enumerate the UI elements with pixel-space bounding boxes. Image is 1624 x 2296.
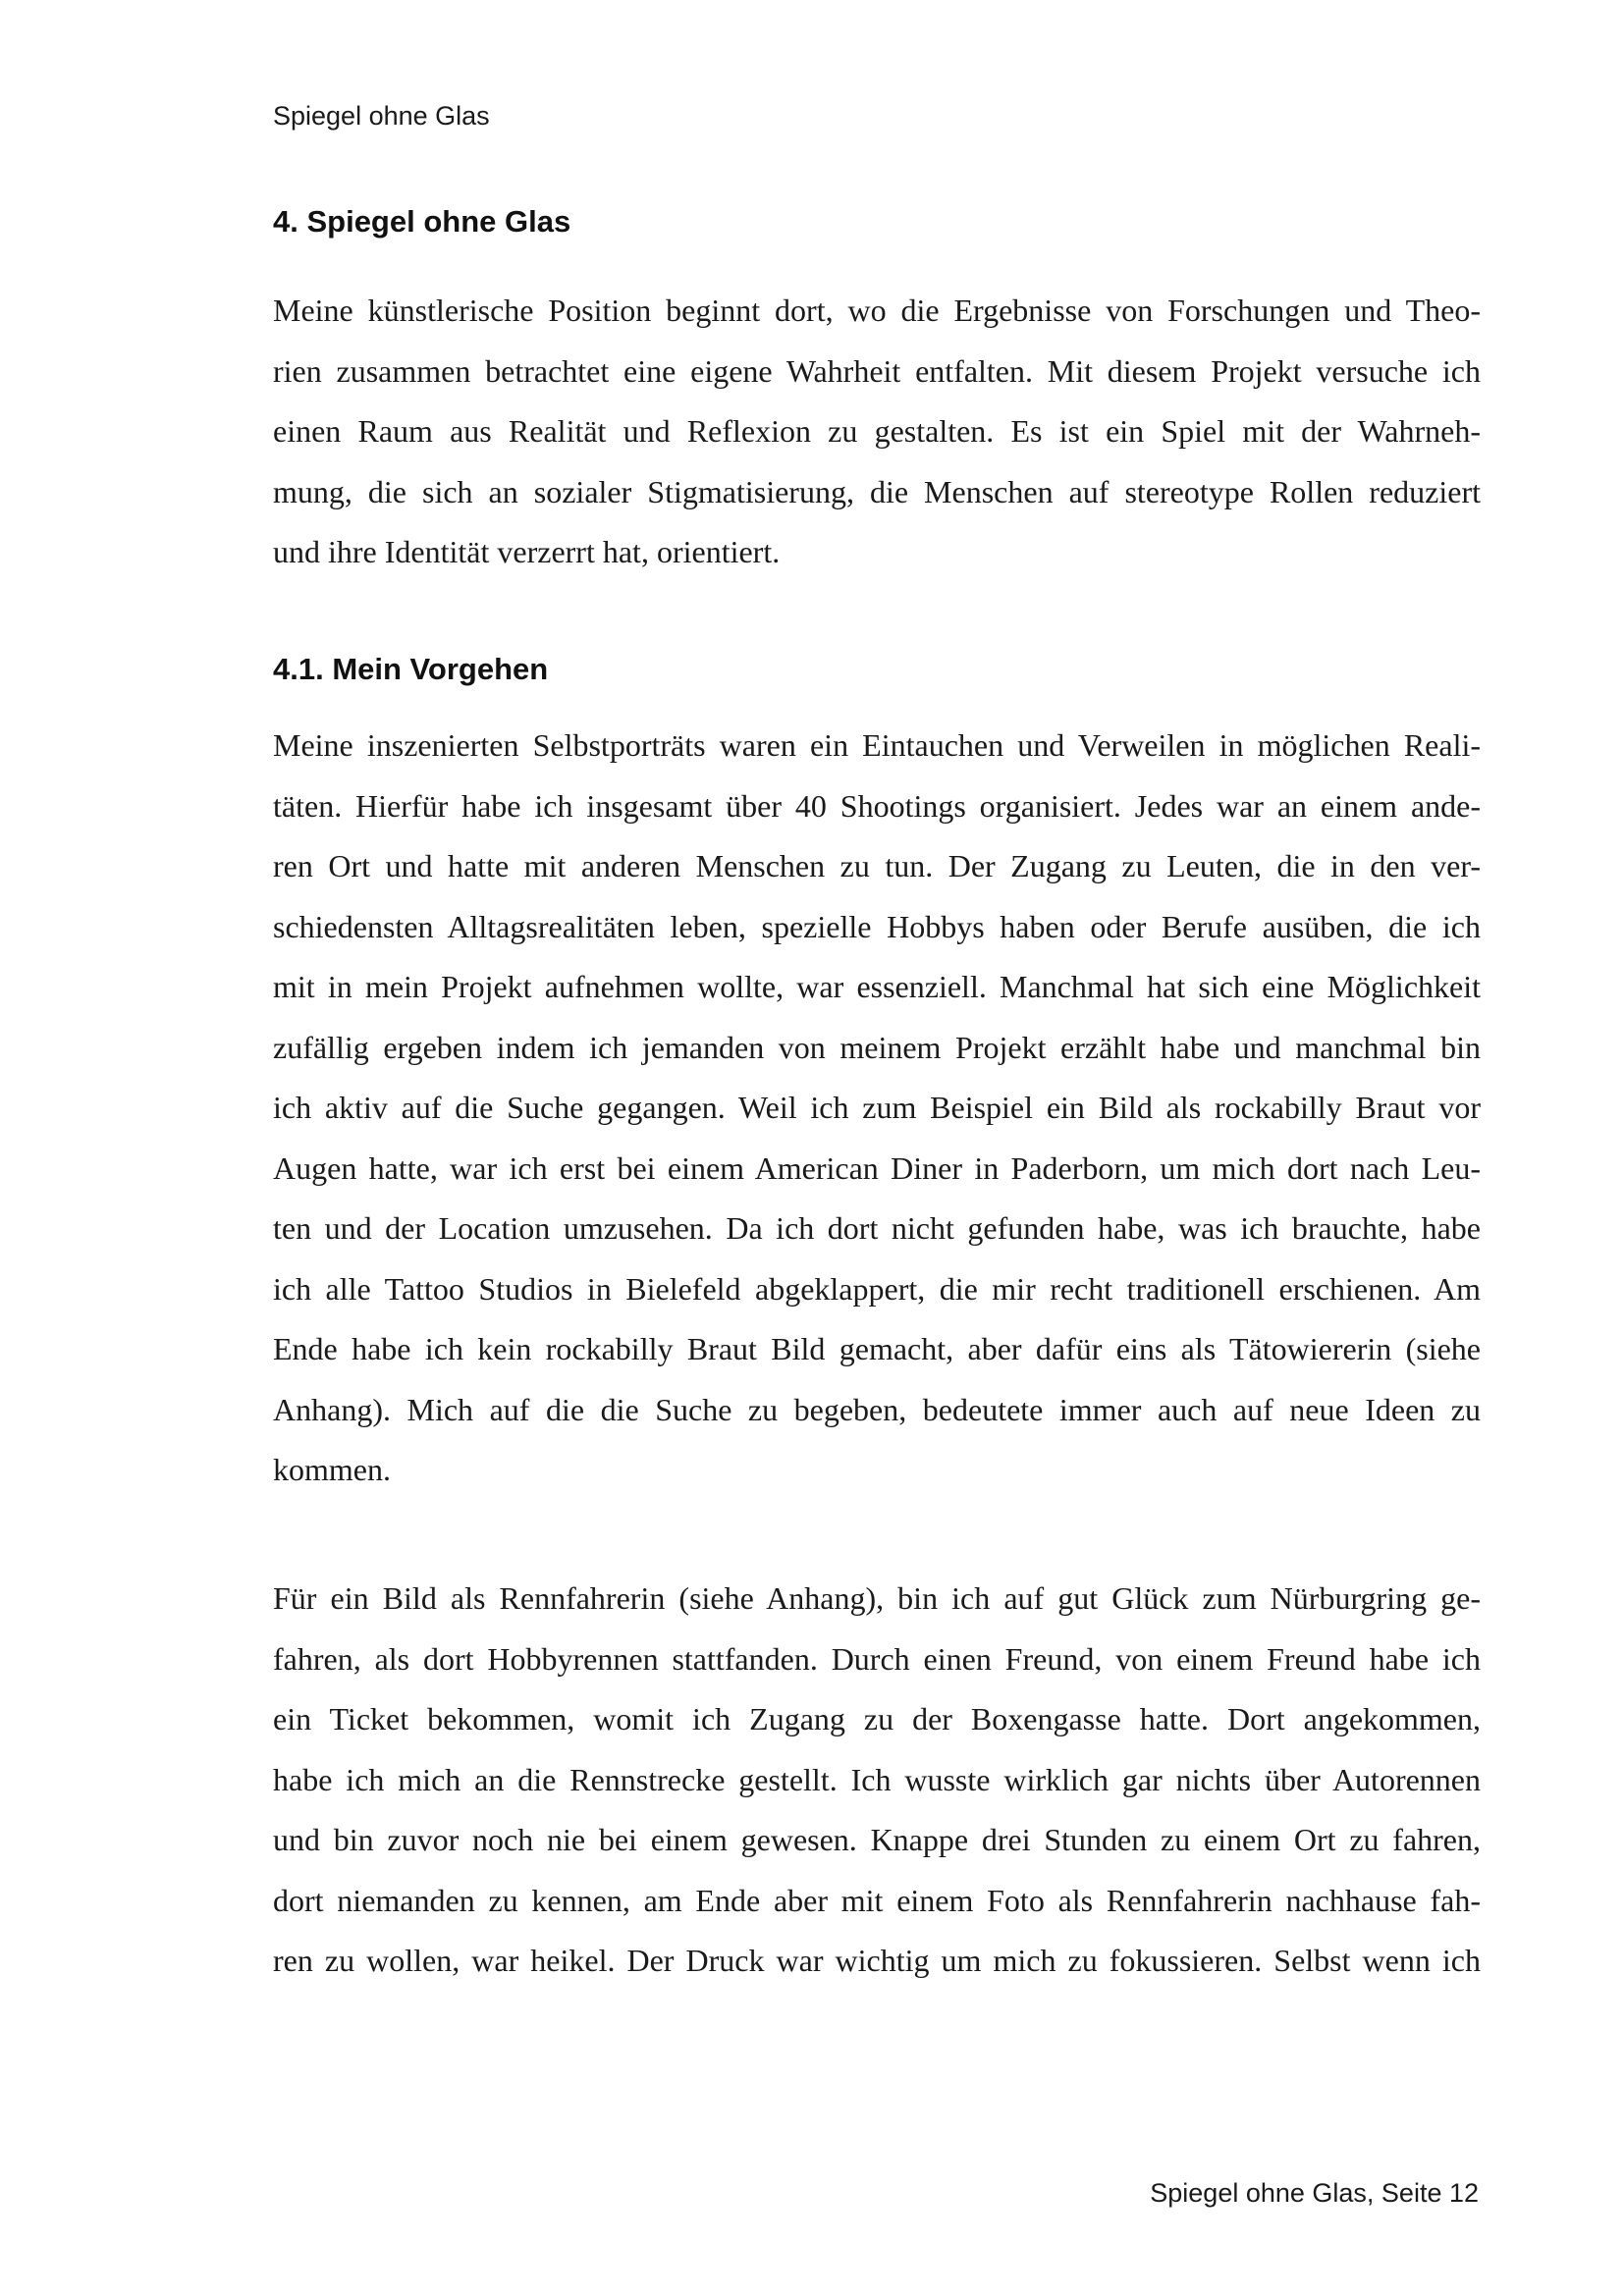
text-line: Anhang). Mich auf die die Suche zu begeben, bedeutete immer auch auf neue Ideen zu	[273, 1391, 1481, 1427]
text-line: schiedensten Alltagsrealitäten leben, spezielle Hobbys haben oder Berufe ausüben, die ich	[273, 908, 1481, 944]
text-line: mit in mein Projekt aufnehmen wollte, war essenziell. Manchmal hat sich eine Möglichkeit	[273, 969, 1481, 1004]
text-line: kommen.	[273, 1452, 391, 1487]
text-line: Augen hatte, war ich erst bei einem American Diner in Paderborn, um mich dort nach Leu-	[273, 1149, 1481, 1186]
text-line: ich aktiv auf die Suche gegangen. Weil ich zum Beispiel ein Bild als rockabilly Braut vor	[273, 1090, 1481, 1125]
text-line: fahren, als dort Hobbyrennen stattfanden. Durch einen Freund, von einem Freund habe ich	[273, 1640, 1481, 1677]
text-line: ein Ticket bekommen, womit ich Zugang zu der Boxengasse hatte. Dort angekommen,	[273, 1701, 1481, 1736]
text-line: Für ein Bild als Rennfahrerin (siehe Anhang), bin ich auf gut Glück zum Nürburgring ge-	[273, 1580, 1481, 1616]
text-line: einen Raum aus Realität und Reflexion zu gestalten. Es ist ein Spiel mit der Wahrneh-	[273, 413, 1481, 449]
section-4-1-paragraph-1	[273, 716, 1481, 1501]
text-line: täten. Hierfür habe ich insgesamt über 40 Shootings organisiert. Jedes war an einem ande-	[273, 787, 1481, 824]
section-4-paragraph	[273, 281, 1481, 583]
text-line: Ende habe ich kein rockabilly Braut Bild gemacht, aber dafür eins als Tätowiererin (siehe	[273, 1331, 1481, 1366]
text-line: Meine künstlerische Position beginnt dort, wo die Ergebnisse von Forschungen und Theo-	[273, 293, 1481, 328]
section-heading-4: 4. Spiegel ohne Glas	[273, 204, 571, 239]
text-line: Meine inszenierten Selbstporträts waren ein Eintauchen und Verweilen in möglichen Reali-	[273, 727, 1481, 763]
text-line: rien zusammen betrachtet eine eigene Wahrheit entfalten. Mit diesem Projekt versuche ich	[273, 352, 1481, 389]
text-line: ren zu wollen, war heikel. Der Druck war wichtig um mich zu fokussieren. Selbst wenn ich	[273, 1943, 1481, 1978]
text-line: und ihre Identität verzerrt hat, orientiert.	[273, 534, 781, 569]
text-line: ich alle Tattoo Studios in Bielefeld abgeklappert, die mir recht traditionell erschienen. Am	[273, 1270, 1481, 1307]
text-line: zufällig ergeben indem ich jemanden von meinem Projekt erzählt habe und manchmal bin	[273, 1029, 1481, 1065]
running-header: Spiegel ohne Glas	[273, 101, 490, 131]
text-line: ren Ort und hatte mit anderen Menschen zu tun. Der Zugang zu Leuten, die in den ver-	[273, 848, 1481, 883]
section-heading-4-1: 4.1. Mein Vorgehen	[273, 652, 549, 686]
text-line: und bin zuvor noch nie bei einem gewesen. Knappe drei Stunden zu einem Ort zu fahren,	[273, 1822, 1481, 1857]
section-4-1-paragraph-2	[273, 1569, 1481, 1992]
text-line: ten und der Location umzusehen. Da ich dort nicht gefunden habe, was ich brauchte, habe	[273, 1210, 1481, 1246]
text-line: dort niemanden zu kennen, am Ende aber mit einem Foto als Rennfahrerin nachhause fah-	[273, 1882, 1481, 1918]
text-line: mung, die sich an sozialer Stigmatisierung, die Menschen auf stereotype Rollen reduziert	[273, 473, 1481, 509]
text-line: habe ich mich an die Rennstrecke gestellt. Ich wusste wirklich gar nichts über Autorennen	[273, 1761, 1481, 1797]
page-footer: Spiegel ohne Glas, Seite 12	[1150, 2178, 1479, 2208]
